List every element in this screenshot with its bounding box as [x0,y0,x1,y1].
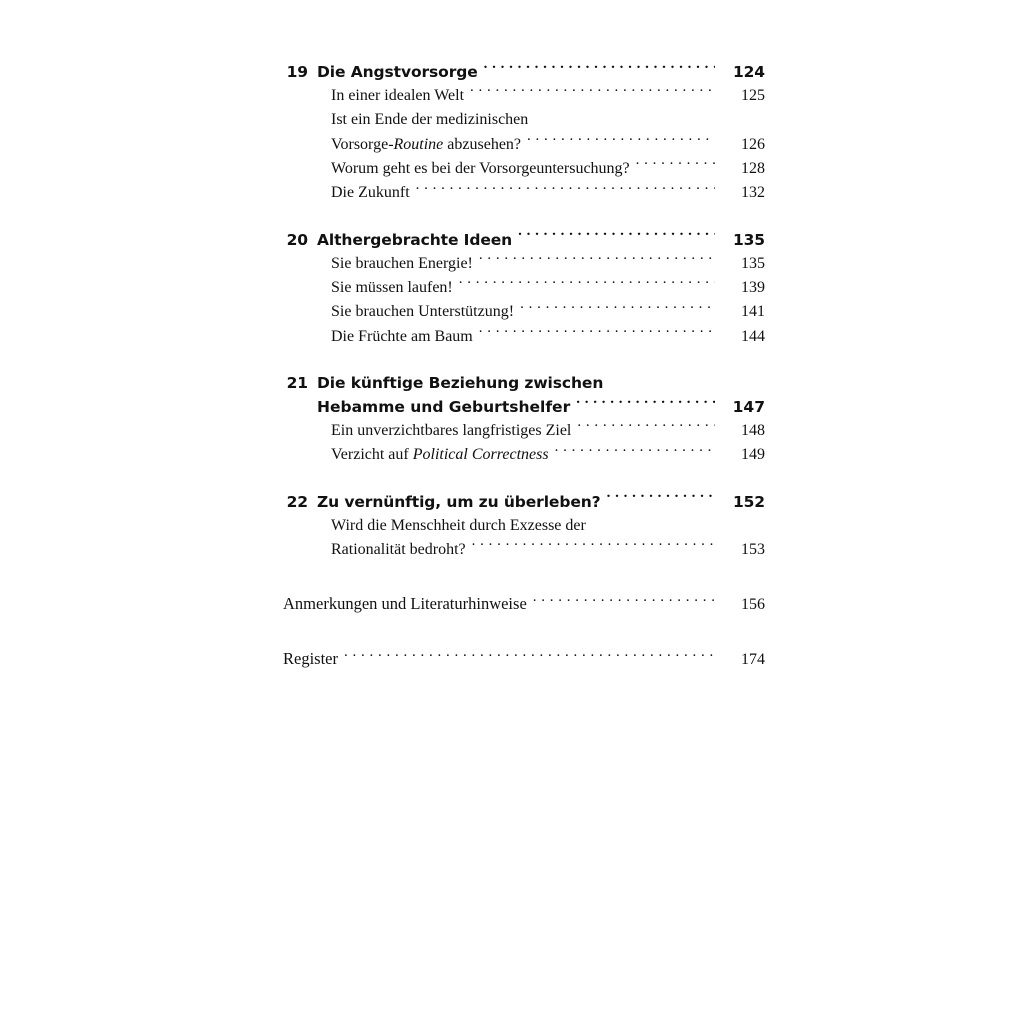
chapter-number: 20 [286,230,308,249]
toc-entry[interactable] [283,181,765,205]
toc-chapter-heading-line2[interactable] [283,395,765,419]
toc-entry[interactable] [283,300,765,324]
entry-title: Die Früchte am Baum [331,327,473,345]
toc-entry[interactable] [283,514,765,538]
dot-leader [533,593,715,610]
entry-title: Anmerkungen und Literaturhinweise [283,594,527,614]
chapter-page-number: 124 [732,63,765,81]
chapter-title: Althergebrachte Ideen [317,230,513,249]
entry-title: Die Zukunft [331,184,410,202]
entry-title: Worum geht es bei der Vorsorgeuntersuchung? [331,159,630,177]
toc-chapter-heading[interactable] [283,228,765,252]
chapter-page-number: 152 [732,492,765,511]
toc-chapter-21 [283,371,765,468]
entry-title: Sie müssen laufen! [331,278,453,296]
dot-leader [607,491,715,507]
toc-backmatter-register[interactable] [283,647,765,672]
chapter-title: Die Angstvorsorge [317,63,478,81]
entry-page-number: 132 [741,184,765,202]
toc-chapter-heading[interactable] [283,371,765,395]
entry-title-pre: Vorsorge- [331,135,394,153]
table-of-contents [283,60,765,672]
dot-leader [479,325,715,341]
entry-page-number: 141 [741,303,765,321]
entry-title [331,133,521,157]
toc-entry[interactable] [283,84,765,108]
toc-entry[interactable] [283,276,765,300]
dot-leader [479,252,715,268]
entry-page-number: 156 [741,596,765,614]
entry-title [331,443,549,467]
entry-title: Register [283,649,338,669]
chapter-page-number: 147 [732,397,765,416]
dot-leader [555,443,715,459]
chapter-number: 19 [286,63,308,81]
entry-page-number: 144 [741,327,765,345]
entry-page-number: 148 [741,421,765,439]
entry-title: Sie brauchen Unterstützung! [331,303,515,321]
dot-leader [527,133,715,149]
dot-leader [484,62,715,78]
entry-title-italic: Political Correctness [412,446,549,464]
dot-leader [344,648,715,665]
entry-title: In einer idealen Welt [331,87,465,105]
entry-title: Rationalität bedroht? [331,540,466,558]
entry-page-number: 149 [741,446,765,464]
dot-leader [416,181,715,197]
chapter-page-number: 135 [732,230,765,249]
toc-entry[interactable] [283,157,765,181]
entry-page-number: 128 [741,159,765,177]
chapter-number: 21 [286,373,308,392]
entry-page-number: 153 [741,540,765,558]
toc-chapter-heading[interactable] [283,490,765,514]
dot-leader [470,84,715,100]
entry-page-number: 139 [741,278,765,296]
dot-leader [518,229,715,245]
entry-title: Ist ein Ende der medizinischen [331,111,529,129]
entry-page-number: 125 [741,87,765,105]
toc-entry[interactable] [283,133,765,157]
toc-entry[interactable] [283,325,765,349]
entry-page-number: 126 [741,135,765,153]
entry-title-post: abzusehen? [443,135,522,153]
entry-title-italic: Routine [393,135,444,153]
entry-page-number: 174 [741,651,765,669]
entry-page-number: 135 [741,254,765,272]
toc-entry[interactable] [283,538,765,562]
toc-entry[interactable] [283,419,765,443]
toc-entry[interactable] [283,252,765,276]
dot-leader [636,157,715,173]
chapter-title: Zu vernünftig, um zu überleben? [317,492,601,511]
entry-title-pre: Verzicht auf [331,446,413,464]
toc-backmatter-notes[interactable] [283,592,765,617]
dot-leader [520,300,715,316]
chapter-title-line2: Hebamme und Geburtshelfer [317,397,571,416]
entry-title: Ein unverzichtbares langfristiges Ziel [331,421,572,439]
toc-entry[interactable] [283,443,765,467]
toc-entry[interactable] [283,108,765,132]
dot-leader [459,276,715,292]
chapter-title: Die künftige Beziehung zwischen [317,373,604,392]
dot-leader [472,538,715,554]
entry-title: Sie brauchen Energie! [331,254,473,272]
toc-chapter-20 [283,228,765,349]
dot-leader [576,396,715,412]
chapter-number: 22 [286,492,308,511]
toc-chapter-19 [283,60,765,206]
dot-leader [577,419,715,435]
toc-chapter-heading[interactable] [283,60,765,84]
entry-title: Wird die Menschheit durch Exzesse der [331,516,586,534]
toc-chapter-22 [283,490,765,563]
